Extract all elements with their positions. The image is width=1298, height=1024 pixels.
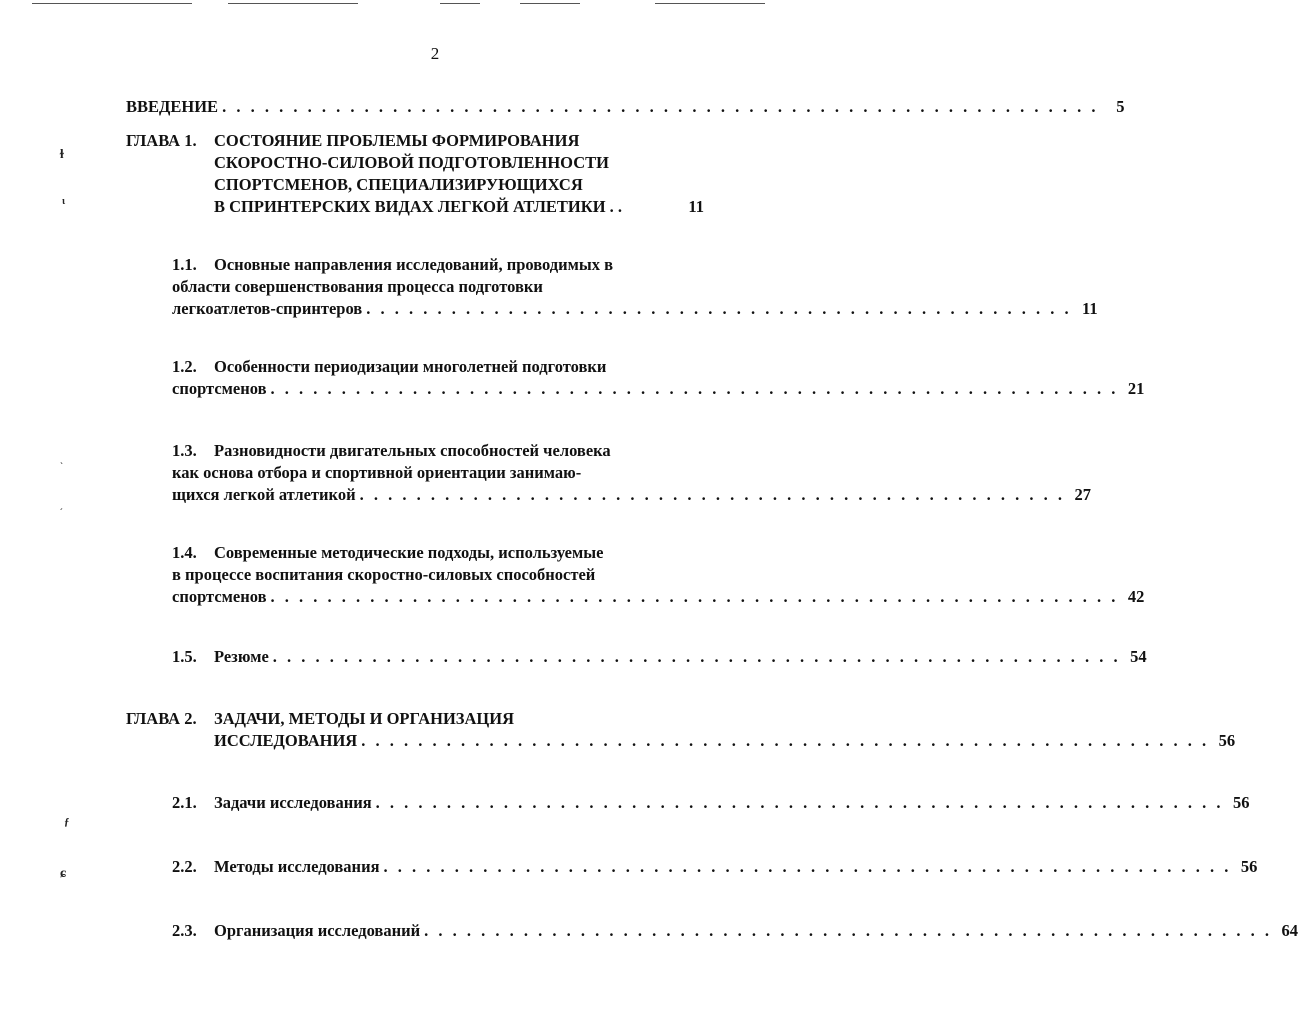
section-title-line: щихся легкой атлетикой — [172, 485, 356, 504]
toc-entry-section-2-3 — [172, 920, 1298, 942]
leader-dots: . . . . . . . . . . . . . . . . . . . . . . . . . . . . . . . . . . . . . . . . . . . . . . . . . . . . . . . . . . . . — [361, 731, 1210, 750]
section-title-line: Разновидности двигательных способностей человека — [214, 441, 611, 460]
section-title-line: в процессе воспитания скоростно-силовых способностей — [172, 565, 596, 584]
section-title-line: как основа отбора и спортивной ориентации занимаю- — [172, 463, 582, 482]
toc-entry-section-2-2 — [172, 856, 1258, 878]
section-title: Задачи исследования — [214, 793, 372, 812]
toc-entry-section-2-1 — [172, 792, 1250, 814]
leader-dots: . . . . . . . . . . . . . . . . . . . . . . . . . . . . . . . . . . . . . . . . . . . . . . . . . . — [366, 299, 1072, 318]
section-title-line: легкоатлетов-спринтеров — [172, 299, 363, 318]
toc-entry-page: 5 — [1116, 97, 1125, 116]
chapter-title-line: ИССЛЕДОВАНИЯ — [214, 731, 358, 750]
chapter-label: ГЛАВА 1. — [126, 131, 197, 150]
margin-speck: ɕ — [60, 866, 67, 881]
toc-entry-section-1-5 — [172, 646, 1147, 668]
toc-entry-page: 42 — [1127, 587, 1145, 606]
leader-dots: . . . . . . . . . . . . . . . . . . . . . . . . . . . . . . . . . . . . . . . . . . . . . . . . . . . . . . . . . . . . — [383, 857, 1232, 876]
scan-artifact-line — [32, 3, 192, 4]
page-number: 2 — [430, 44, 440, 63]
leader-dots: . . . . . . . . . . . . . . . . . . . . . . . . . . . . . . . . . . . . . . . . . . . . . . . . . . . . . . . . . . . . — [270, 587, 1119, 606]
scan-artifact-line — [440, 3, 480, 4]
toc-entry-intro — [126, 96, 1125, 118]
section-number: 1.5. — [172, 647, 197, 666]
leader-dots: . . . . . . . . . . . . . . . . . . . . . . . . . . . . . . . . . . . . . . . . . . . . . . . . . . . . . . . . . . . . — [270, 379, 1119, 398]
margin-speck: ɩ — [62, 196, 66, 207]
toc-entry-page: 21 — [1127, 379, 1145, 398]
section-title-line: спортсменов — [172, 587, 267, 606]
toc-entry-page: 11 — [1082, 299, 1098, 318]
leader-dots: . . . . . . . . . . . . . . . . . . . . . . . . . . . . . . . . . . . . . . . . . . . . . . . . . . . . . . . . . . . . . . — [222, 97, 1099, 116]
section-title-line: области совершенствования процесса подготовки — [172, 277, 543, 296]
section-title: Организация исследований — [214, 921, 421, 940]
section-title-line: спортсменов — [172, 379, 267, 398]
section-number: 1.1. — [172, 255, 197, 274]
scan-artifact-line — [520, 3, 580, 4]
section-number: 1.4. — [172, 543, 197, 562]
leader-dots: . . . . . . . . . . . . . . . . . . . . . . . . . . . . . . . . . . . . . . . . . . . . . . . . . . . . . . . . . . . . — [375, 793, 1224, 812]
margin-speck: ƒ — [64, 816, 70, 828]
toc-entry-page: 56 — [1218, 731, 1236, 750]
chapter-title-line: СКОРОСТНО-СИЛОВОЙ ПОДГОТОВЛЕННОСТИ — [214, 153, 609, 172]
margin-speck: ˏ — [60, 500, 63, 510]
toc-entry-section-1-1 — [172, 254, 1098, 320]
toc-entry-chapter-2 — [126, 708, 1236, 752]
section-title-line: Современные методические подходы, используемые — [214, 543, 604, 562]
section-number: 2.2. — [172, 857, 197, 876]
margin-speck: ˎ — [60, 454, 63, 464]
scan-artifact-line — [655, 3, 765, 4]
toc-entry-page: 54 — [1130, 647, 1147, 666]
section-number: 2.3. — [172, 921, 197, 940]
toc-entry-page: 56 — [1233, 793, 1250, 812]
section-number: 1.2. — [172, 357, 197, 376]
chapter-title-line: ЗАДАЧИ, МЕТОДЫ И ОРГАНИЗАЦИЯ — [214, 709, 515, 728]
section-title-line: Особенности периодизации многолетней подготовки — [214, 357, 607, 376]
chapter-title-line: СОСТОЯНИЕ ПРОБЛЕМЫ ФОРМИРОВАНИЯ — [214, 131, 580, 150]
section-title-line: Основные направления исследований, проводимых в — [214, 255, 614, 274]
toc-entry-section-1-2 — [172, 356, 1145, 400]
toc-entry-section-1-4 — [172, 542, 1145, 608]
toc-entry-section-1-3 — [172, 440, 1091, 506]
chapter-title-line: В СПРИНТЕРСКИХ ВИДАХ ЛЕГКОЙ АТЛЕТИКИ . . — [214, 197, 623, 216]
toc-entry-page: 27 — [1074, 485, 1091, 504]
toc-entry-chapter-1 — [126, 130, 704, 218]
toc-entry-page: 56 — [1240, 857, 1258, 876]
section-title: Методы исследования — [214, 857, 380, 876]
section-number: 1.3. — [172, 441, 197, 460]
leader-dots: . . . . . . . . . . . . . . . . . . . . . . . . . . . . . . . . . . . . . . . . . . . . . . . . . . . . . . . . . . . . — [424, 921, 1272, 940]
section-number: 2.1. — [172, 793, 197, 812]
chapter-title-line: СПОРТСМЕНОВ, СПЕЦИАЛИЗИРУЮЩИХСЯ — [214, 175, 583, 194]
leader-dots: . . . . . . . . . . . . . . . . . . . . . . . . . . . . . . . . . . . . . . . . . . . . . . . . . . — [359, 485, 1065, 504]
section-title: Резюме — [214, 647, 269, 666]
leader-dots: . . . . . . . . . . . . . . . . . . . . . . . . . . . . . . . . . . . . . . . . . . . . . . . . . . . . . . . . . . . . — [272, 647, 1121, 666]
margin-speck: ɫ — [60, 146, 64, 161]
scan-artifact-line — [228, 3, 358, 4]
toc-entry-page: 11 — [688, 197, 704, 216]
toc-entry-title: ВВЕДЕНИЕ — [126, 97, 219, 116]
chapter-label: ГЛАВА 2. — [126, 709, 197, 728]
toc-entry-page: 64 — [1281, 921, 1298, 940]
